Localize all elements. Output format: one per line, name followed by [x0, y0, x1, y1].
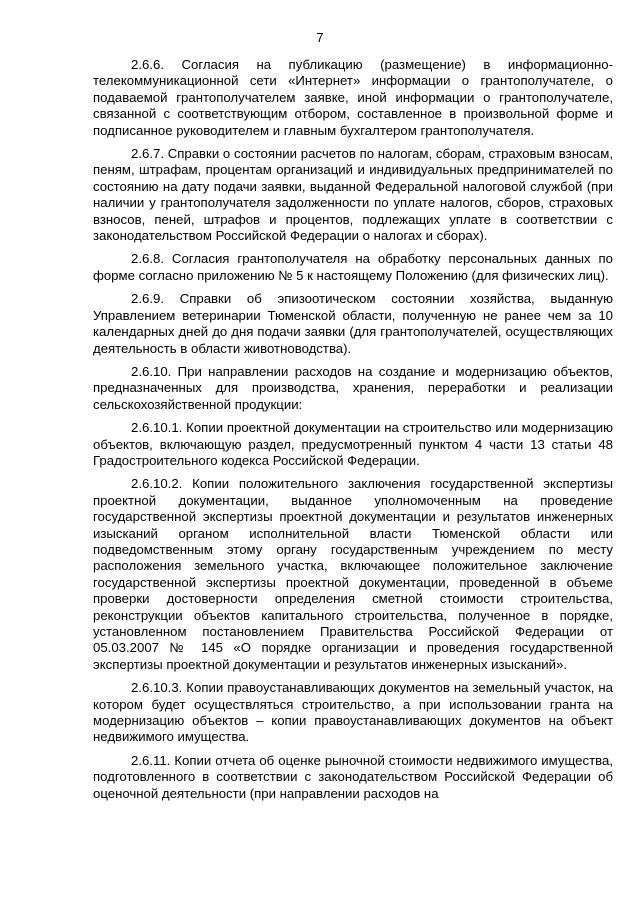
paragraph-2-6-8: 2.6.8. Согласия грантополучателя на обработку персональных данных по форме согласно приложению № 5 к настоящему Положению (для физических лиц). — [93, 251, 613, 283]
paragraph-2-6-10-2: 2.6.10.2. Копии положительного заключения государственной экспертизы проектной документации, выданное уполномоченным на проведение государственной экспертизы проектной документации и результатов инженерных изысканий органом исполнительной власти Тюменской области или подведомственным этому органу государственным учреждением по месту расположения земельного участка, включающее положительное заключение государственной экспертизы проектной документации, проведенной в объеме проверки достоверности определения сметной стоимости строительства, реконструкции объектов капитального строительства, полученное в порядке, установленном постановлением Правительства Российской Федерации от 05.03.2007 № 145 «О порядке организации и проведения государственной экспертизы проектной документации и результатов инженерных изысканий». — [93, 476, 613, 672]
paragraph-2-6-7: 2.6.7. Справки о состоянии расчетов по налогам, сборам, страховым взносам, пеням, штрафам, процентам организаций и индивидуальных предпринимателей по состоянию на дату подачи заявки, выданной Федеральной налоговой службой (при наличии у грантополучателя задолженности по уплате налогов, сборов, страховых взносов, пеней, штрафов и процентов, подлежащих уплате в соответствии с законодательством Российской Федерации о налогах и сборах). — [93, 146, 613, 244]
paragraph-2-6-6: 2.6.6. Согласия на публикацию (размещение) в информационно-телекоммуникационной сети «Интернет» информации о грантополучателе, о подаваемой грантополучателем заявке, иной информации о грантополучателе, связанной с соответствующим отбором, составленное в произвольной форме и подписанное руководителем и главным бухгалтером грантополучателя. — [93, 57, 613, 138]
document-body — [93, 57, 613, 809]
paragraph-2-6-11: 2.6.11. Копии отчета об оценке рыночной стоимости недвижимого имущества, подготовленного в соответствии с законодательством Российской Федерации об оценочной деятельности (при направлении расходов на — [93, 752, 613, 801]
paragraph-2-6-9: 2.6.9. Справки об эпизоотическом состоянии хозяйства, выданную Управлением ветеринарии Тюменской области, полученную не ранее чем за 10 календарных дней до дня подачи заявки (для грантополучателей, осуществляющих деятельность в области животноводства). — [93, 291, 613, 356]
paragraph-2-6-10: 2.6.10. При направлении расходов на создание и модернизацию объектов, предназначенных для производства, хранения, переработки и реализации сельскохозяйственной продукции: — [93, 363, 613, 412]
paragraph-2-6-10-3: 2.6.10.3. Копии правоустанавливающих документов на земельный участок, на котором будет осуществляться строительство, а при использовании гранта на модернизацию объектов – копии правоустанавливающих документов на объект недвижимого имущества. — [93, 680, 613, 745]
page-number: 7 — [316, 30, 324, 45]
paragraph-2-6-10-1: 2.6.10.1. Копии проектной документации на строительство или модернизацию объектов, включающую раздел, предусмотренный пунктом 4 части 13 статьи 48 Градостроительного кодекса Российской Федерации. — [93, 420, 613, 468]
